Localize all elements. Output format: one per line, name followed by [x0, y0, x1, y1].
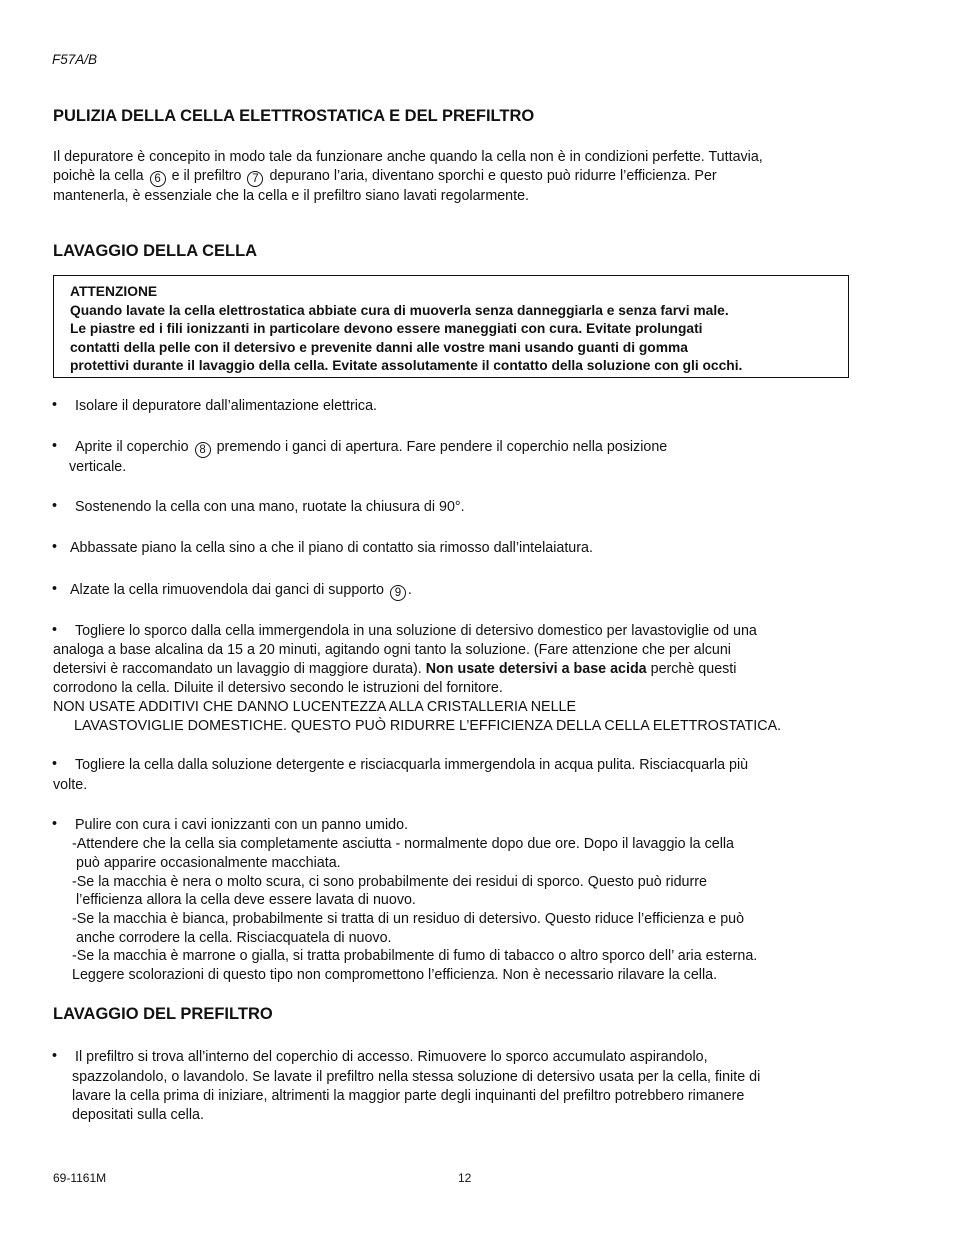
section-title-cleaning: PULIZIA DELLA CELLA ELETTROSTATICA E DEL PREFILTRO [53, 107, 535, 125]
list-item-line-1: Togliere la cella dalla soluzione detergente e risciacquarla immergendola in acqua pulita. Risciacquarla più [75, 757, 749, 773]
document-header: F57A/B [52, 52, 98, 67]
bullet-dot: • [52, 622, 58, 638]
list-item-line-9: Leggere scolorazioni di questo tipo non compromettono l’efficienza. Non è necessario rilavare la cella. [72, 967, 718, 983]
list-item-text [75, 438, 667, 458]
intro-paragraph [53, 148, 853, 206]
ref-callout-9: 9 [390, 585, 406, 601]
list-item-line-3 [53, 660, 736, 679]
bullet-dot: • [52, 756, 58, 772]
list-item-line-2: -Attendere che la cella sia completamente asciutta - normalmente dopo due ore. Dopo il lavaggio la cella [72, 836, 734, 852]
section-title-cell-wash: LAVAGGIO DELLA CELLA [53, 242, 258, 260]
list-item-line-3: può apparire occasionalmente macchiata. [76, 855, 341, 871]
list-item-text-a: Alzate la cella rimuovendola dai ganci di supporto [70, 582, 384, 598]
list-item-line-3b: perchè questi [646, 661, 737, 677]
list-item-line-1: Il prefiltro si trova all’interno del coperchio di accesso. Rimuovere lo sporco accumulato aspirandolo, [75, 1049, 708, 1065]
list-item-text: Isolare il depuratore dall’alimentazione elettrica. [75, 398, 377, 414]
warning-line-2: Le piastre ed i fili ionizzanti in particolare devono essere maneggiati con cura. Evitate prolungati [70, 321, 703, 337]
warning-label: ATTENZIONE [70, 284, 158, 299]
list-item-line-2: spazzolandolo, o lavandolo. Se lavate il prefiltro nella stessa soluzione di detersivo usata per la cella, finite di [72, 1069, 761, 1085]
section-title-prefilter-wash: LAVAGGIO DEL PREFILTRO [53, 1005, 273, 1023]
intro-line-2c: depurano l’aria, diventano sporchi e questo può ridurre l’efficienza. Per [269, 168, 717, 184]
list-item-line-2: analoga a base alcalina da 15 a 20 minuti, agitando ogni tanto la soluzione. (Fare attenzione che per alcuni [53, 642, 731, 658]
list-item-text [70, 581, 412, 601]
list-item-text-a: Aprite il coperchio [75, 439, 189, 455]
footer-page-number: 12 [458, 1171, 472, 1185]
bullet-dot: • [52, 539, 58, 555]
bullet-dot: • [52, 498, 58, 514]
warning-line-1: Quando lavate la cella elettrostatica abbiate cura di muoverla senza danneggiarla e senza farvi male. [70, 302, 729, 318]
bullet-dot: • [52, 397, 58, 413]
list-item-line-8: -Se la macchia è marrone o gialla, si tratta probabilmente di fumo di tabacco o altro sporco dell’ aria esterna. [72, 948, 758, 964]
list-item-line-3-bold: Non usate detersivi a base acida [425, 661, 647, 677]
list-item-line-2: volte. [53, 777, 88, 793]
bullet-dot: • [52, 581, 58, 597]
ref-callout-8: 8 [195, 442, 211, 458]
ref-callout-6: 6 [150, 171, 166, 187]
list-item-text-b: premendo i ganci di apertura. Fare pendere il coperchio nella posizione [216, 439, 668, 455]
warning-line-4: protettivi durante il lavaggio della cella. Evitate assolutamente il contatto della soluzione con gli occhi. [70, 358, 743, 374]
intro-line-2a: poichè la cella [53, 168, 144, 184]
warning-line-3: contatti della pelle con il detersivo e prevenite danni alle vostre mani usando guanti di gomma [70, 339, 688, 355]
ref-callout-7: 7 [247, 171, 263, 187]
list-item-text-b: . [407, 582, 412, 598]
list-item-line-1: Togliere lo sporco dalla cella immergendola in una soluzione di detersivo domestico per lavastoviglie od una [75, 623, 757, 639]
list-item-line-3a: detersivi è raccomandato un lavaggio di maggiore durata). [53, 661, 426, 677]
list-item-line-5: NON USATE ADDITIVI CHE DANNO LUCENTEZZA ALLA CRISTALLERIA NELLE [53, 699, 577, 715]
list-item-line-6: LAVASTOVIGLIE DOMESTICHE. QUESTO PUÒ RIDURRE L’EFFICIENZA DELLA CELLA ELETTROSTATICA. [74, 718, 782, 734]
list-item-line-1: Pulire con cura i cavi ionizzanti con un panno umido. [75, 817, 408, 833]
list-item-text: Abbassate piano la cella sino a che il piano di contatto sia rimosso dall’intelaiatura. [70, 540, 593, 556]
list-item-text-continued: verticale. [69, 459, 127, 475]
warning-box [53, 275, 849, 378]
list-item-line-5: l’efficienza allora la cella deve essere lavata di nuovo. [76, 892, 416, 908]
intro-line-1: Il depuratore è concepito in modo tale da funzionare anche quando la cella non è in condizioni perfette. Tuttavia, [53, 149, 763, 165]
bullet-dot: • [52, 816, 58, 832]
list-item-line-4: -Se la macchia è nera o molto scura, ci sono probabilmente dei residui di sporco. Questo può ridurre [72, 874, 707, 890]
list-item-text: Sostenendo la cella con una mano, ruotate la chiusura di 90°. [75, 499, 465, 515]
list-item-line-6: -Se la macchia è bianca, probabilmente si tratta di un residuo di detersivo. Questo riduce l’efficienza e può [72, 911, 745, 927]
list-item-line-4: corrodono la cella. Diluite il detersivo secondo le istruzioni del fornitore. [53, 680, 503, 696]
intro-line-2b: e il prefiltro [171, 168, 242, 184]
intro-line-2 [53, 167, 853, 187]
list-item-line-4: depositati sulla cella. [72, 1107, 204, 1123]
list-item-line-7: anche corrodere la cella. Risciacquatela di nuovo. [76, 930, 392, 946]
intro-line-3: mantenerla, è essenziale che la cella e il prefiltro siano lavati regolarmente. [53, 188, 530, 204]
bullet-dot: • [52, 438, 58, 454]
list-item-line-3: lavare la cella prima di iniziare, altrimenti la maggior parte degli inquinanti del prefiltro potrebbero rimanere [72, 1088, 745, 1104]
footer-doc-number: 69-1161M [53, 1171, 107, 1185]
bullet-dot: • [52, 1048, 58, 1064]
